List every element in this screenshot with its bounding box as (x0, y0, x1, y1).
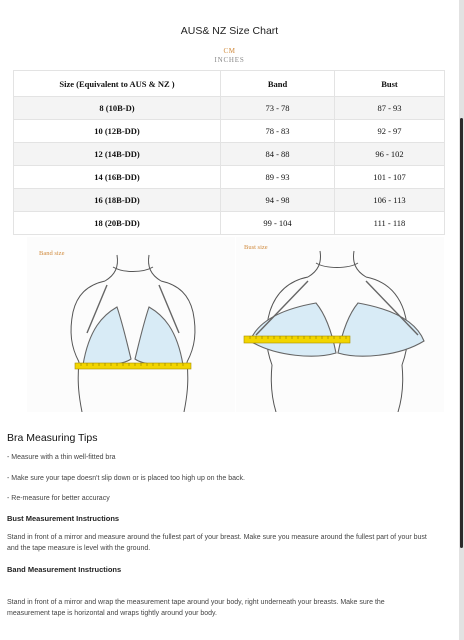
size-cell: 10 (12B-DD) (14, 120, 221, 143)
bust-cell: 101 - 107 (335, 166, 445, 189)
table-row (14, 97, 445, 120)
bust-cell: 106 - 113 (335, 189, 445, 212)
bust-cell: 87 - 93 (335, 97, 445, 120)
band-cell: 94 - 98 (221, 189, 335, 212)
bust-cell: 111 - 118 (335, 212, 445, 235)
band-bra-drawing (27, 237, 235, 412)
bust-instructions-text: Stand in front of a mirror and measure around the fullest part of your breast. Make sure you measure around the fullest part of your bust and the tape measure is level with the ground. (7, 534, 427, 552)
band-cell: 73 - 78 (221, 97, 335, 120)
tip-item: - Make sure your tape doesn't slip down or is placed too high up on the back. (7, 475, 245, 482)
header-band: Band (221, 71, 335, 97)
page-title: AUS& NZ Size Chart (180, 25, 279, 37)
band-cell: 78 - 83 (221, 120, 335, 143)
tip-item: - Re-measure for better accuracy (7, 495, 110, 502)
table-header-row (14, 71, 445, 97)
table-row (14, 189, 445, 212)
size-cell: 8 (10B-D) (14, 97, 221, 120)
band-size-illustration (27, 237, 235, 412)
measuring-tape-band (75, 363, 191, 369)
table-row (14, 143, 445, 166)
header-bust: Bust (335, 71, 445, 97)
header-size: Size (Equivalent to AUS & NZ ) (14, 71, 221, 97)
bust-instructions-heading: Bust Measurement Instructions (7, 514, 120, 523)
bust-size-label: Bust size (244, 244, 268, 251)
band-cell: 99 - 104 (221, 212, 335, 235)
bust-cell: 96 - 102 (335, 143, 445, 166)
size-cell: 18 (20B-DD) (14, 212, 221, 235)
vertical-scrollbar[interactable] (459, 0, 464, 640)
bust-cell: 92 - 97 (335, 120, 445, 143)
unit-cm-toggle[interactable]: CM (223, 47, 236, 55)
band-instructions-text: Stand in front of a mirror and wrap the measurement tape around your body, right underneath your breasts. Make sure the measurement tape is horizontal and wraps tightly around your body. (7, 599, 385, 617)
table-row (14, 166, 445, 189)
table-row (14, 212, 445, 235)
band-cell: 89 - 93 (221, 166, 335, 189)
size-cell: 14 (16B-DD) (14, 166, 221, 189)
scrollbar-thumb[interactable] (460, 118, 463, 548)
size-cell: 12 (14B-DD) (14, 143, 221, 166)
size-cell: 16 (18B-DD) (14, 189, 221, 212)
bust-bra-drawing (236, 237, 444, 412)
tip-item: - Measure with a thin well-fitted bra (7, 454, 116, 461)
band-cell: 84 - 88 (221, 143, 335, 166)
size-table (13, 70, 445, 235)
tips-heading: Bra Measuring Tips (7, 432, 98, 444)
unit-inches-toggle[interactable]: INCHES (214, 56, 245, 64)
band-instructions-heading: Band Measurement Instructions (7, 565, 122, 574)
bust-size-illustration (236, 237, 444, 412)
table-row (14, 120, 445, 143)
band-size-label: Band size (39, 250, 65, 257)
